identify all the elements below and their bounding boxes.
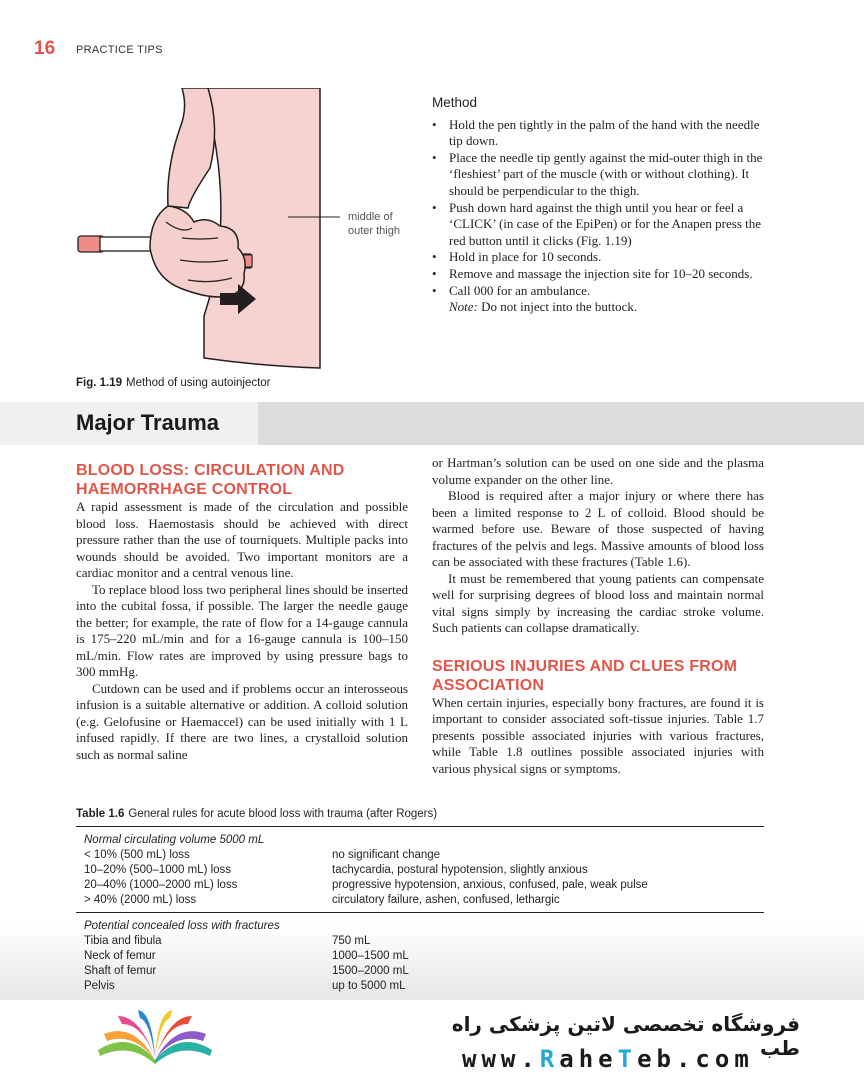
body-paragraph: To replace blood loss two peripheral lines should be inserted into the cubital fossa, if possible. The larger the needle gauge the better; for example, the rate of flow for a 14-gauge cannula is 175–220 mL/min and for a 16-gauge cannula is 100–150 mL/min. Flow rates are improved by using pressure bags to 300 mmHg. xyxy=(76,581,408,679)
autoinjector-illustration xyxy=(70,88,420,378)
table-cell: Tibia and fibula xyxy=(84,935,162,947)
method-step: • Push down hard against the thigh until you hear or feel a ‘CLICK’ (in case of the EpiPen) or for the Anapen press the red button until it clicks (Fig. 1.19) xyxy=(432,200,764,250)
page-number: 16 xyxy=(34,38,56,59)
method-step: • Place the needle tip gently against the mid-outer thigh in the ‘fleshiest’ part of the muscle (with or without clothing). It should be perpendicular to the thigh. xyxy=(432,150,764,200)
table-row xyxy=(84,848,764,863)
shop-name: فروشگاه تخصصی لاتین پزشکی راه طب xyxy=(451,1012,800,1060)
table-row xyxy=(84,893,764,908)
table-row xyxy=(84,979,764,994)
site-letter-r: R xyxy=(539,1045,560,1073)
table-cell: up to 5000 mL xyxy=(332,980,406,992)
right-column xyxy=(432,455,764,777)
method-note-label: Note: xyxy=(449,299,478,315)
table-group-heading: Normal circulating volume 5000 mL xyxy=(84,834,265,846)
body-paragraph: Cutdown can be used and if problems occur an interosseous infusion is a suitable alternative or addition. A colloid solution (e.g. Gelofusine or Haemaccel) can be used initially with 1 L infused rapidly. If there are two lines, a crystalloid solution such as normal saline xyxy=(76,680,408,762)
table-group-concealed-loss xyxy=(76,913,764,998)
figure-caption xyxy=(76,377,271,389)
method-step: • Call 000 for an ambulance. xyxy=(432,283,764,300)
table-row xyxy=(84,878,764,893)
table-row xyxy=(84,934,764,949)
body-paragraph: Blood is required after a major injury or where there has been a limited response to 2 L of colloid. Blood should be warmed before use. Beware of those suspected of having fractures of the pelvis and legs. Massive amounts of blood loss can be associated with these fractures (Table 1.6). xyxy=(432,488,764,569)
blood-loss-table xyxy=(76,826,764,998)
method-list xyxy=(432,117,764,300)
figure-caption-label: Fig. 1.19 xyxy=(76,377,123,389)
table-caption xyxy=(76,808,437,820)
running-head: PRACTICE TIPS xyxy=(76,44,163,56)
table-cell: 750 mL xyxy=(332,935,371,947)
table-caption-label: Table 1.6 xyxy=(76,808,125,820)
site-letter-t: T xyxy=(617,1045,638,1073)
table-cell: tachycardia, postural hypotension, slightly anxious xyxy=(332,864,588,876)
callout-line-2: outer thigh xyxy=(348,225,400,237)
site-suffix: .com xyxy=(675,1045,754,1073)
body-paragraph: When certain injuries, especially bony fractures, are found it is important to consider associated soft-tissue injuries. Table 1.7 presents possible associated injuries with various fractures, while Table 1.8 outlines possible associated injuries with various physical signs or symptoms. xyxy=(432,694,764,776)
table-row xyxy=(84,863,764,878)
table-cell: > 40% (2000 mL) loss xyxy=(84,894,197,906)
site-part-ahe: ahe xyxy=(559,1045,618,1073)
table-cell: circulatory failure, ashen, confused, lethargic xyxy=(332,894,560,906)
table-cell: 20–40% (1000–2000 mL) loss xyxy=(84,879,238,891)
method-section xyxy=(432,95,764,316)
method-step: • Remove and massage the injection site for 10–20 seconds. xyxy=(432,266,764,283)
method-note-text: Do not inject into the buttock. xyxy=(477,299,638,315)
method-step: • Hold the pen tightly in the palm of the hand with the needle tip down. xyxy=(432,117,764,150)
table-cell: < 10% (500 mL) loss xyxy=(84,849,190,861)
table-group-normal-volume xyxy=(76,827,764,912)
callout-line-1: middle of xyxy=(348,211,393,223)
body-paragraph: or Hartman’s solution can be used on one side and the plasma volume expander on the other line. xyxy=(432,455,764,487)
table-cell: Pelvis xyxy=(84,980,115,992)
table-cell: progressive hypotension, anxious, confused, pale, weak pulse xyxy=(332,879,648,891)
table-cell: 1000–1500 mL xyxy=(332,950,409,962)
table-cell: no significant change xyxy=(332,849,441,861)
site-url xyxy=(462,1045,754,1073)
method-step: • Hold in place for 10 seconds. xyxy=(432,249,764,266)
left-column xyxy=(76,461,408,763)
body-paragraph: A rapid assessment is made of the circulation and possible blood loss. Haemostasis should be achieved with direct pressure rather than the use of tourniquets. Multiple packs into wounds should be avoided. Two important monitors are a cardiac monitor and a central venous line. xyxy=(76,499,408,580)
section-title: Major Trauma xyxy=(76,410,220,435)
table-cell: Shaft of femur xyxy=(84,965,157,977)
method-heading: Method xyxy=(432,95,478,110)
section-title-box xyxy=(0,402,258,445)
blood-loss-heading: BLOOD LOSS: CIRCULATION AND HAEMORRHAGE CONTROL xyxy=(76,462,345,498)
table-cell: 10–20% (500–1000 mL) loss xyxy=(84,864,232,876)
body-paragraph: It must be remembered that young patients can compensate well for surprising degrees of blood loss and maintain normal vital signs simply by increasing the cardiac stroke volume. Such patients can collapse dramatically. xyxy=(432,570,764,635)
serious-injuries-heading: SERIOUS INJURIES AND CLUES FROM ASSOCIATION xyxy=(432,657,738,694)
site-prefix: www. xyxy=(462,1045,540,1073)
book-logo-icon xyxy=(90,1010,220,1065)
table-cell: 1500–2000 mL xyxy=(332,965,409,977)
table-cell: Neck of femur xyxy=(84,950,156,962)
figure-caption-text: Method of using autoinjector xyxy=(126,377,271,389)
site-part-eb: eb xyxy=(637,1045,676,1073)
table-row xyxy=(84,949,764,964)
method-note xyxy=(432,299,764,316)
table-caption-text: General rules for acute blood loss with trauma (after Rogers) xyxy=(128,808,438,820)
table-row xyxy=(84,964,764,979)
table-group-heading: Potential concealed loss with fractures xyxy=(84,920,280,932)
